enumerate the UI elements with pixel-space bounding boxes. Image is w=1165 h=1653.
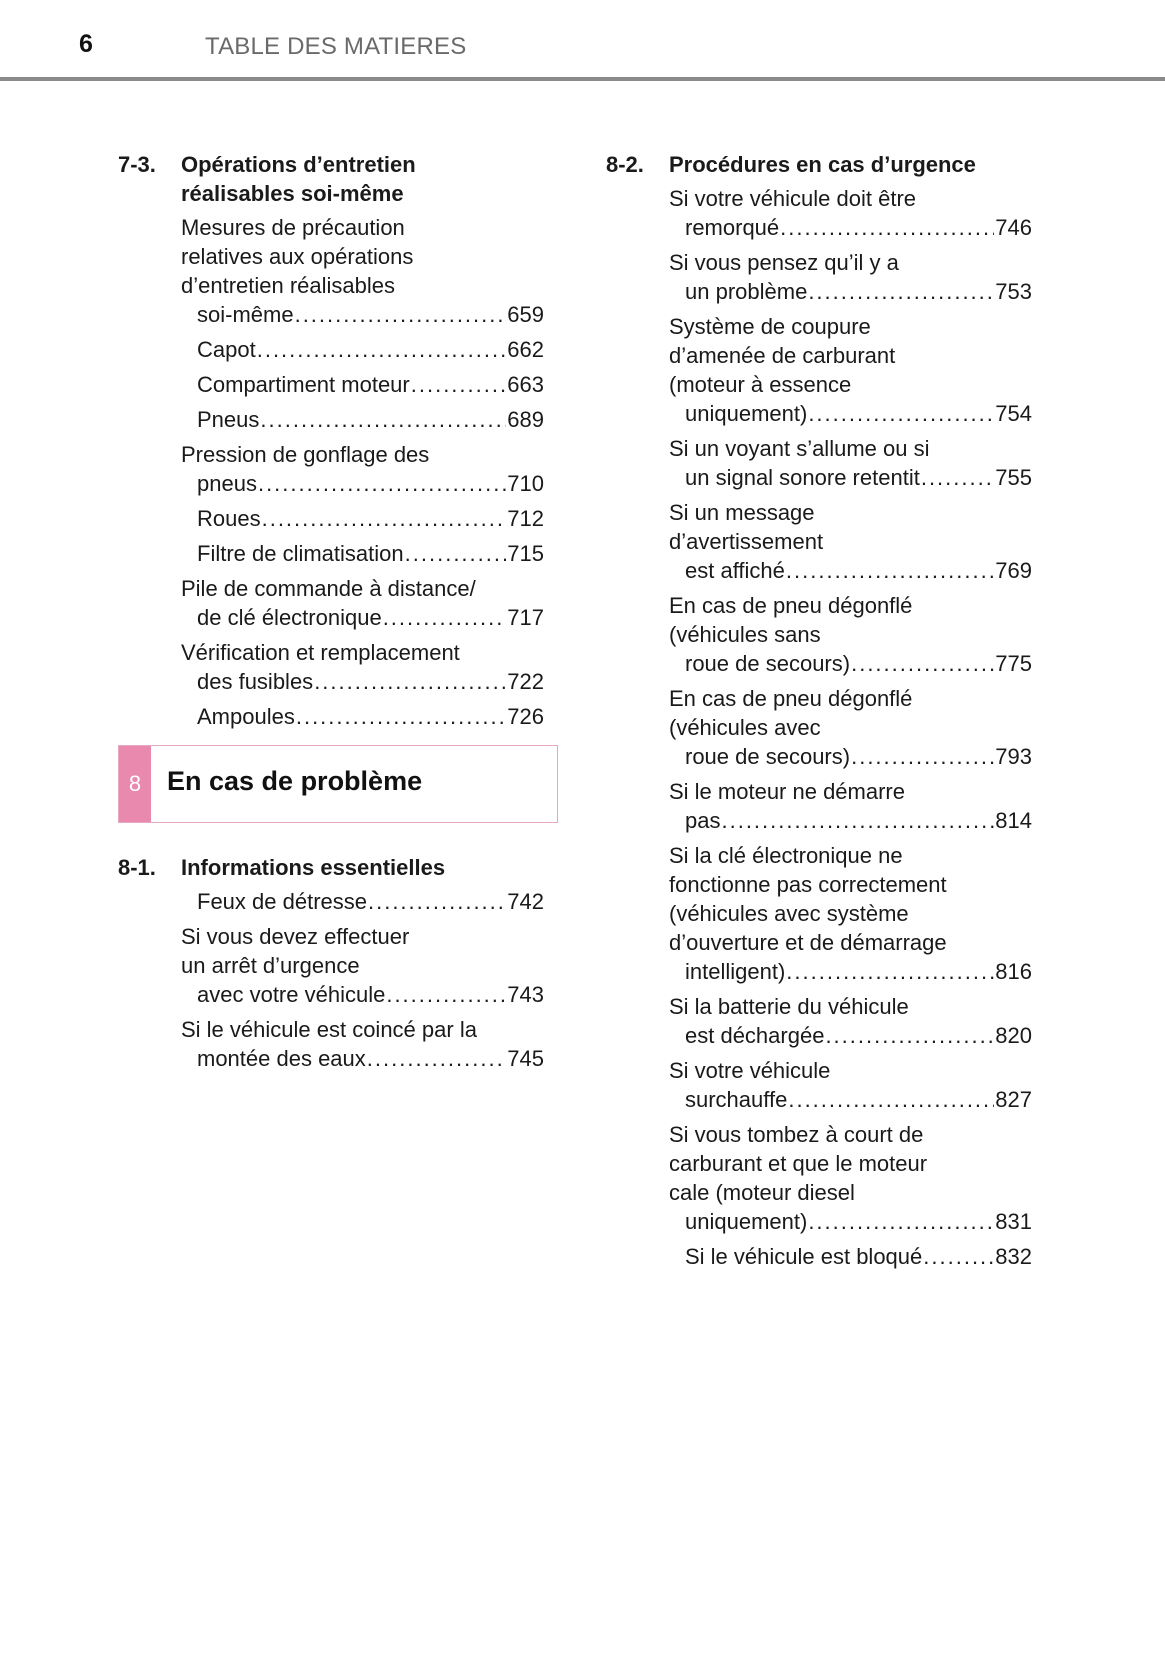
page-reference: 753: [995, 279, 1032, 304]
toc-entry-last-line: [197, 335, 544, 364]
toc-entry-last-line: [197, 405, 544, 434]
toc-entry-text: Pression de gonflage des: [181, 442, 430, 467]
page-reference: 745: [507, 1046, 544, 1071]
toc-entry-last-line: [197, 469, 544, 498]
toc-entry-text: Si le véhicule est coincé par la: [181, 1017, 477, 1042]
section-8-1-heading: [118, 853, 544, 882]
toc-entry-text: En cas de pneu dégonflé: [669, 593, 913, 618]
toc-entry-text: Pneus: [197, 407, 260, 432]
toc-entry-text: est déchargée: [685, 1023, 825, 1048]
toc-entry-text: de clé électronique: [197, 605, 382, 630]
toc-entry[interactable]: [669, 591, 1032, 678]
right-column: [606, 150, 1032, 1277]
page-reference: 663: [507, 372, 544, 397]
toc-entry-text: carburant et que le moteur: [669, 1151, 928, 1176]
dot-leader: [825, 1021, 994, 1050]
dot-leader: [260, 405, 506, 434]
toc-entry-last-line: [685, 1207, 1032, 1236]
toc-entry-text: Pile de commande à distance/: [181, 576, 476, 601]
page-reference: 820: [995, 1023, 1032, 1048]
page-reference: 662: [507, 337, 544, 362]
toc-entry-text: Si vous tombez à court de: [669, 1122, 924, 1147]
toc-entry-text: Feux de détresse: [197, 889, 367, 914]
toc-entry-text: d’entretien réalisables: [181, 273, 396, 298]
section-number: 8-2.: [606, 152, 644, 177]
section-number: 8-1.: [118, 855, 156, 880]
toc-entry-text: Si un voyant s’allume ou si: [669, 436, 930, 461]
toc-entry-text: Capot: [197, 337, 256, 362]
toc-entry-text: montée des eaux: [197, 1046, 366, 1071]
section-title: Procédures en cas d’urgence: [669, 152, 976, 177]
section-8-2-heading: [606, 150, 1032, 179]
dot-leader: [851, 649, 994, 678]
toc-entry[interactable]: [669, 434, 1032, 492]
page-reference: 726: [507, 704, 544, 729]
dot-leader: [851, 742, 994, 771]
toc-entry[interactable]: [181, 440, 544, 498]
toc-entry-text: cale (moteur diesel: [669, 1180, 855, 1205]
page-reference: 712: [507, 506, 544, 531]
toc-entry-last-line: [197, 887, 544, 916]
section-7-3-heading: [118, 150, 544, 208]
section-number: 7-3.: [118, 152, 156, 177]
page-reference: 659: [507, 302, 544, 327]
left-column: [118, 150, 544, 1079]
toc-entry[interactable]: [669, 248, 1032, 306]
toc-entry-text: remorqué: [685, 215, 780, 240]
dot-leader: [923, 1242, 994, 1271]
toc-entry[interactable]: [181, 504, 544, 533]
toc-entry-text: d’avertissement: [669, 529, 824, 554]
toc-entry[interactable]: [181, 213, 544, 329]
toc-entry-last-line: [685, 806, 1032, 835]
page-reference: 710: [507, 471, 544, 496]
toc-entry-last-line: [685, 399, 1032, 428]
toc-entry[interactable]: [669, 184, 1032, 242]
toc-entry-text: Si la batterie du véhicule: [669, 994, 909, 1019]
toc-entry-text: Ampoules: [197, 704, 295, 729]
page-reference: 754: [995, 401, 1032, 426]
dot-leader: [721, 806, 994, 835]
dot-leader: [786, 556, 994, 585]
toc-entry-last-line: [197, 370, 544, 399]
dot-leader: [258, 469, 506, 498]
page-reference: 746: [995, 215, 1032, 240]
dot-leader: [921, 463, 994, 492]
toc-entry[interactable]: [669, 1120, 1032, 1236]
dot-leader: [314, 667, 506, 696]
dot-leader: [808, 1207, 994, 1236]
toc-entry-text: un signal sonore retentit: [685, 465, 920, 490]
section-7-3-entries: [118, 213, 544, 731]
section-title: Informations essentielles: [181, 855, 446, 880]
toc-entry-last-line: [197, 539, 544, 568]
toc-entry-last-line: [197, 603, 544, 632]
toc-entry-text: d’ouverture et de démarrage: [669, 930, 947, 955]
toc-entry-text: d’amenée de carburant: [669, 343, 896, 368]
toc-entry-text: Vérification et remplacement: [181, 640, 460, 665]
toc-entry-text: (véhicules avec système: [669, 901, 909, 926]
toc-entry-text: (moteur à essence: [669, 372, 852, 397]
toc-entry-text: roue de secours): [685, 651, 851, 676]
toc-entry-text: uniquement): [685, 1209, 808, 1234]
toc-entry-last-line: [197, 504, 544, 533]
toc-entry-text: Si votre véhicule: [669, 1058, 831, 1083]
dot-leader: [257, 335, 507, 364]
toc-entry-last-line: [685, 1085, 1032, 1114]
toc-entry[interactable]: [181, 335, 544, 364]
toc-entry-last-line: [685, 277, 1032, 306]
toc-entry-text: soi-même: [197, 302, 294, 327]
toc-entry-text: Si la clé électronique ne: [669, 843, 903, 868]
toc-entry-last-line: [685, 957, 1032, 986]
toc-entry-text: (véhicules avec: [669, 715, 821, 740]
toc-entry-last-line: [685, 463, 1032, 492]
toc-entry-last-line: [197, 667, 544, 696]
dot-leader: [786, 957, 994, 986]
page-header: [0, 0, 1165, 82]
toc-entry-text: Si le véhicule est bloqué: [685, 1244, 923, 1269]
toc-entry-text: avec votre véhicule: [197, 982, 386, 1007]
page-reference: 689: [507, 407, 544, 432]
toc-entry[interactable]: [669, 1242, 1032, 1271]
toc-entry-text: surchauffe: [685, 1087, 788, 1112]
toc-entry-text: Si votre véhicule doit être: [669, 186, 917, 211]
chapter-title: En cas de problème: [167, 766, 423, 796]
page-reference: 775: [995, 651, 1032, 676]
dot-leader: [808, 277, 994, 306]
dot-leader: [808, 399, 994, 428]
toc-entry[interactable]: [669, 992, 1032, 1050]
page-reference: 755: [995, 465, 1032, 490]
toc-entry[interactable]: [181, 539, 544, 568]
toc-entry-text: uniquement): [685, 401, 808, 426]
toc-entry-last-line: [197, 1044, 544, 1073]
section-8-2-entries: [606, 184, 1032, 1271]
toc-entry-text: Filtre de climatisation: [197, 541, 404, 566]
toc-entry-text: Roues: [197, 506, 261, 531]
toc-entry-text: Si vous devez effectuer: [181, 924, 410, 949]
toc-entry-text: relatives aux opérations: [181, 244, 414, 269]
toc-entry-text: (véhicules sans: [669, 622, 821, 647]
dot-leader: [788, 1085, 994, 1114]
toc-entry-text: fonctionne pas correctement: [669, 872, 947, 897]
toc-entry-last-line: [685, 213, 1032, 242]
toc-entry-last-line: [197, 980, 544, 1009]
dot-leader: [780, 213, 994, 242]
dot-leader: [367, 1044, 507, 1073]
toc-entry-text: pas: [685, 808, 721, 833]
toc-entry-last-line: [685, 1021, 1032, 1050]
toc-entry[interactable]: [181, 574, 544, 632]
chapter-number-tab: 8: [119, 746, 151, 822]
toc-entry-text: Si vous pensez qu’il y a: [669, 250, 899, 275]
dot-leader: [386, 980, 506, 1009]
page-reference: 769: [995, 558, 1032, 583]
dot-leader: [295, 300, 507, 329]
section-8-1-entries: [118, 887, 544, 1073]
toc-entry[interactable]: [181, 887, 544, 916]
dot-leader: [383, 603, 507, 632]
page-reference: 832: [995, 1244, 1032, 1269]
page-reference: 717: [507, 605, 544, 630]
toc-entry-text: Système de coupure: [669, 314, 871, 339]
toc-entry[interactable]: [181, 702, 544, 731]
toc-entry-text: En cas de pneu dégonflé: [669, 686, 913, 711]
dot-leader: [368, 887, 506, 916]
page-reference: 743: [507, 982, 544, 1007]
page-reference: 742: [507, 889, 544, 914]
toc-entry-last-line: [685, 742, 1032, 771]
toc-entry[interactable]: [669, 684, 1032, 771]
toc-entry-text: roue de secours): [685, 744, 851, 769]
toc-entry-last-line: [197, 300, 544, 329]
page-reference: 715: [507, 541, 544, 566]
toc-entry-last-line: [685, 556, 1032, 585]
toc-entry-text: un problème: [685, 279, 808, 304]
toc-entry-text: intelligent): [685, 959, 786, 984]
toc-entry[interactable]: [669, 841, 1032, 986]
toc-entry-text: est affiché: [685, 558, 785, 583]
toc-entry-text: Si le moteur ne démarre: [669, 779, 905, 804]
toc-entry-last-line: [197, 702, 544, 731]
page-reference: 816: [995, 959, 1032, 984]
page-number: 6: [79, 30, 93, 58]
page-reference: 793: [995, 744, 1032, 769]
toc-entry-text: Mesures de précaution: [181, 215, 405, 240]
toc-entry[interactable]: [669, 312, 1032, 428]
toc-entry[interactable]: [181, 405, 544, 434]
page-title: TABLE DES MATIERES: [205, 33, 467, 60]
toc-entry-text: Si un message: [669, 500, 815, 525]
page-reference: 722: [507, 669, 544, 694]
toc-entry[interactable]: [181, 1015, 544, 1073]
toc-entry[interactable]: [669, 1056, 1032, 1114]
dot-leader: [262, 504, 507, 533]
chapter-banner: [118, 745, 558, 823]
page-reference: 814: [995, 808, 1032, 833]
section-title: Opérations d’entretien réalisables soi-même: [181, 152, 416, 206]
header-divider: [0, 77, 1165, 81]
toc-entry-text: pneus: [197, 471, 257, 496]
toc-entry-last-line: [685, 1242, 1032, 1271]
dot-leader: [405, 539, 507, 568]
toc-entry[interactable]: [181, 370, 544, 399]
toc-entry-text: Compartiment moteur: [197, 372, 410, 397]
toc-entry[interactable]: [669, 498, 1032, 585]
toc-entry-text: des fusibles: [197, 669, 314, 694]
toc-entry-text: un arrêt d’urgence: [181, 953, 360, 978]
dot-leader: [411, 370, 507, 399]
toc-entry[interactable]: [181, 922, 544, 1009]
dot-leader: [296, 702, 506, 731]
page-reference: 827: [995, 1087, 1032, 1112]
toc-entry[interactable]: [181, 638, 544, 696]
toc-entry-last-line: [685, 649, 1032, 678]
toc-entry[interactable]: [669, 777, 1032, 835]
page-reference: 831: [995, 1209, 1032, 1234]
